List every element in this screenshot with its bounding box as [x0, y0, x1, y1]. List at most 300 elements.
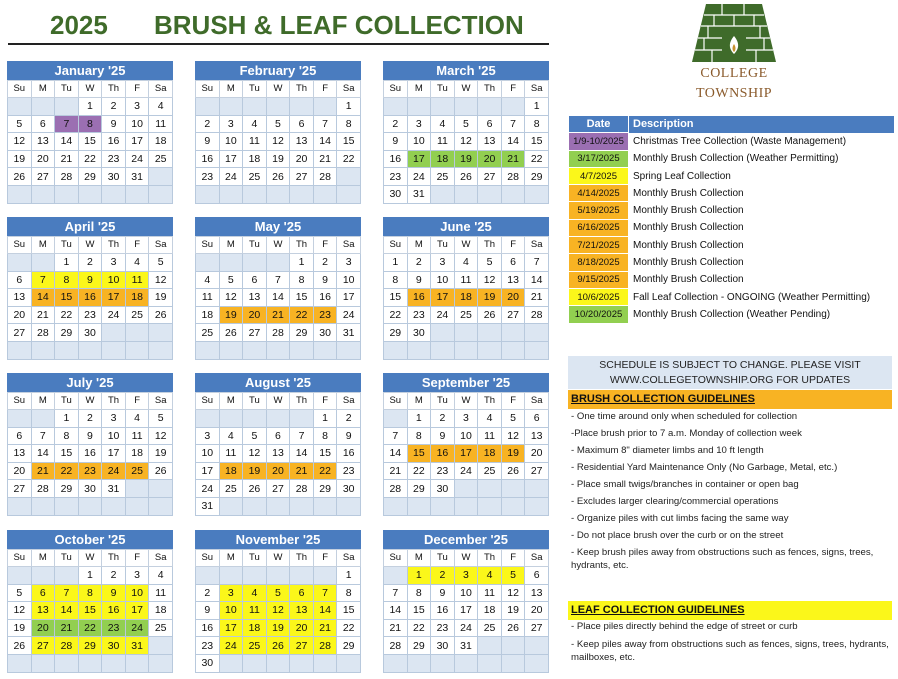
day-cell: 28 [384, 480, 408, 498]
week-row [8, 637, 173, 655]
weekday-label: Th [102, 237, 126, 254]
day-cell: 29 [384, 324, 408, 342]
day-cell: 4 [149, 98, 173, 116]
guideline-item: - Place small twigs/branches in container or open bag [571, 479, 799, 490]
weekday-label: Su [196, 237, 220, 254]
empty-day-cell [8, 98, 32, 116]
legend-description: Monthly Brush Collection [633, 239, 744, 251]
empty-day-cell [384, 98, 408, 116]
empty-day-cell [337, 185, 361, 203]
month-name: August '25 [195, 373, 361, 392]
day-cell: 18 [149, 602, 173, 620]
empty-day-cell [454, 324, 478, 342]
weekday-row [196, 393, 361, 410]
week-row [8, 289, 173, 307]
empty-day-cell [55, 98, 79, 116]
week-row [384, 584, 549, 602]
empty-day-cell [525, 497, 549, 515]
day-cell: 30 [431, 480, 455, 498]
week-row [8, 150, 173, 168]
day-cell: 20 [501, 289, 525, 307]
day-cell: 22 [407, 619, 431, 637]
day-cell: 4 [243, 584, 267, 602]
empty-day-cell [478, 185, 502, 203]
day-cell: 13 [525, 427, 549, 445]
weekday-label: Sa [149, 237, 173, 254]
weekday-label: Su [8, 237, 32, 254]
day-cell: 18 [454, 289, 478, 307]
day-cell: 2 [78, 410, 102, 428]
day-cell: 20 [243, 306, 267, 324]
day-cell: 24 [219, 168, 243, 186]
day-cell: 10 [337, 271, 361, 289]
day-cell: 15 [55, 445, 79, 463]
day-cell: 17 [219, 150, 243, 168]
day-cell: 2 [196, 584, 220, 602]
legend-row [569, 167, 894, 184]
week-row [196, 462, 361, 480]
day-cell: 1 [55, 254, 79, 272]
day-cell: 5 [149, 254, 173, 272]
day-cell: 16 [196, 619, 220, 637]
day-cell: 12 [266, 133, 290, 151]
empty-day-cell [313, 497, 337, 515]
weekday-label: F [313, 237, 337, 254]
day-cell: 20 [525, 602, 549, 620]
empty-day-cell [337, 497, 361, 515]
day-cell: 20 [478, 150, 502, 168]
empty-day-cell [219, 410, 243, 428]
weekday-label: M [31, 550, 55, 567]
day-cell: 19 [501, 602, 525, 620]
day-cell: 26 [243, 480, 267, 498]
empty-day-cell [431, 341, 455, 359]
empty-day-cell [478, 637, 502, 655]
empty-day-cell [78, 341, 102, 359]
weekday-row [196, 81, 361, 98]
weekday-label: W [266, 81, 290, 98]
day-cell: 15 [78, 602, 102, 620]
weekday-label: Tu [431, 550, 455, 567]
week-row [196, 602, 361, 620]
empty-day-cell [8, 185, 32, 203]
day-cell: 30 [196, 654, 220, 672]
day-cell: 9 [431, 584, 455, 602]
day-cell: 18 [125, 289, 149, 307]
day-cell: 27 [31, 637, 55, 655]
week-row [8, 185, 173, 203]
day-cell: 8 [407, 427, 431, 445]
day-cell: 19 [501, 445, 525, 463]
weekday-label: Tu [243, 393, 267, 410]
empty-day-cell [478, 497, 502, 515]
day-cell: 7 [55, 584, 79, 602]
weekday-label: Th [102, 550, 126, 567]
weekday-label: Tu [243, 81, 267, 98]
day-cell: 10 [125, 115, 149, 133]
legend-description: Spring Leaf Collection [633, 170, 731, 182]
empty-day-cell [478, 654, 502, 672]
month-table [383, 236, 549, 360]
month-calendar [195, 530, 361, 673]
day-cell: 17 [407, 150, 431, 168]
month-calendar [7, 530, 173, 673]
day-cell: 26 [454, 168, 478, 186]
notice-line-2: WWW.COLLEGETOWNSHIP.ORG FOR UPDATES [609, 374, 851, 386]
empty-day-cell [266, 185, 290, 203]
day-cell: 24 [102, 306, 126, 324]
day-cell: 16 [407, 289, 431, 307]
day-cell: 6 [478, 115, 502, 133]
day-cell: 6 [266, 427, 290, 445]
empty-day-cell [454, 98, 478, 116]
weekday-label: M [31, 237, 55, 254]
day-cell: 28 [290, 480, 314, 498]
day-cell: 29 [78, 637, 102, 655]
legend-description: Monthly Brush Collection [633, 222, 744, 234]
empty-day-cell [125, 654, 149, 672]
day-cell: 24 [431, 306, 455, 324]
empty-day-cell [313, 98, 337, 116]
day-cell: 2 [431, 410, 455, 428]
month-table [195, 80, 361, 204]
empty-day-cell [384, 341, 408, 359]
day-cell: 2 [102, 98, 126, 116]
day-cell: 27 [266, 480, 290, 498]
weekday-label: M [31, 81, 55, 98]
day-cell: 24 [337, 306, 361, 324]
week-row [384, 306, 549, 324]
weekday-row [384, 237, 549, 254]
guideline-item: - Organize piles with cut limbs facing the same way [571, 513, 789, 524]
empty-day-cell [196, 567, 220, 585]
empty-day-cell [196, 254, 220, 272]
guideline-item: - Keep piles away from obstructions such as fences, signs, trees, hydrants, mailboxes, etc. [571, 639, 889, 663]
empty-day-cell [501, 637, 525, 655]
weekday-label: W [78, 81, 102, 98]
weekday-label: F [313, 393, 337, 410]
empty-day-cell [478, 98, 502, 116]
weekday-label: Tu [55, 393, 79, 410]
month-name: September '25 [383, 373, 549, 392]
day-cell: 30 [431, 637, 455, 655]
empty-day-cell [266, 341, 290, 359]
empty-day-cell [31, 185, 55, 203]
day-cell: 2 [313, 254, 337, 272]
month-name: November '25 [195, 530, 361, 549]
day-cell: 11 [196, 289, 220, 307]
week-row [8, 133, 173, 151]
weekday-label: Th [290, 393, 314, 410]
week-row [8, 462, 173, 480]
month-name: June '25 [383, 217, 549, 236]
day-cell: 3 [196, 427, 220, 445]
day-cell: 28 [31, 324, 55, 342]
empty-day-cell [8, 410, 32, 428]
empty-day-cell [196, 410, 220, 428]
day-cell: 22 [525, 150, 549, 168]
day-cell: 4 [243, 115, 267, 133]
weekday-label: M [219, 550, 243, 567]
day-cell: 28 [266, 324, 290, 342]
day-cell: 19 [266, 619, 290, 637]
empty-day-cell [525, 341, 549, 359]
day-cell: 10 [102, 427, 126, 445]
day-cell: 8 [55, 427, 79, 445]
legend-description: Christmas Tree Collection (Waste Management) [633, 135, 847, 147]
day-cell: 12 [149, 271, 173, 289]
brush-guidelines-list [571, 410, 893, 576]
legend-row [569, 237, 894, 254]
month-calendar [7, 217, 173, 360]
day-cell: 26 [478, 306, 502, 324]
day-cell: 12 [266, 602, 290, 620]
weekday-label: Sa [149, 393, 173, 410]
day-cell: 27 [525, 619, 549, 637]
month-table [7, 80, 173, 204]
day-cell: 26 [501, 462, 525, 480]
weekday-label: F [313, 550, 337, 567]
month-name: October '25 [7, 530, 173, 549]
month-calendar [7, 373, 173, 516]
day-cell: 13 [243, 289, 267, 307]
college-township-logo [692, 4, 776, 104]
week-row [8, 98, 173, 116]
day-cell: 10 [219, 133, 243, 151]
week-row [196, 254, 361, 272]
legend-row [569, 150, 894, 167]
day-cell: 27 [290, 637, 314, 655]
weekday-label: W [454, 237, 478, 254]
day-cell: 9 [102, 115, 126, 133]
day-cell: 21 [55, 150, 79, 168]
day-cell: 15 [337, 133, 361, 151]
day-cell: 31 [196, 497, 220, 515]
empty-day-cell [525, 185, 549, 203]
day-cell: 3 [219, 115, 243, 133]
day-cell: 22 [55, 306, 79, 324]
day-cell: 10 [125, 584, 149, 602]
legend-date-header: Date [569, 116, 629, 133]
legend-row [569, 306, 894, 323]
day-cell: 8 [313, 427, 337, 445]
day-cell: 26 [501, 619, 525, 637]
week-row [8, 306, 173, 324]
day-cell: 13 [31, 133, 55, 151]
day-cell: 20 [525, 445, 549, 463]
day-cell: 21 [313, 619, 337, 637]
empty-day-cell [454, 480, 478, 498]
day-cell: 24 [102, 462, 126, 480]
day-cell: 19 [266, 150, 290, 168]
day-cell: 14 [55, 133, 79, 151]
day-cell: 16 [78, 289, 102, 307]
weekday-label: F [501, 81, 525, 98]
day-cell: 1 [78, 567, 102, 585]
weekday-label: Su [196, 550, 220, 567]
weekday-label: F [125, 393, 149, 410]
day-cell: 1 [384, 254, 408, 272]
day-cell: 24 [219, 637, 243, 655]
day-cell: 1 [337, 567, 361, 585]
day-cell: 17 [431, 289, 455, 307]
empty-day-cell [243, 567, 267, 585]
day-cell: 27 [501, 306, 525, 324]
day-cell: 28 [31, 480, 55, 498]
empty-day-cell [219, 497, 243, 515]
guideline-item: - Maximum 8" diameter limbs and 10 ft length [571, 445, 764, 456]
day-cell: 14 [501, 133, 525, 151]
day-cell: 25 [243, 637, 267, 655]
day-cell: 6 [8, 271, 32, 289]
day-cell: 27 [31, 168, 55, 186]
week-row [196, 271, 361, 289]
week-row [384, 445, 549, 463]
empty-day-cell [55, 654, 79, 672]
empty-day-cell [266, 410, 290, 428]
weekday-label: F [501, 237, 525, 254]
empty-day-cell [8, 341, 32, 359]
day-cell: 18 [243, 150, 267, 168]
week-row [384, 427, 549, 445]
weekday-label: Su [8, 81, 32, 98]
day-cell: 25 [431, 168, 455, 186]
day-cell: 4 [431, 115, 455, 133]
empty-day-cell [454, 654, 478, 672]
day-cell: 2 [431, 567, 455, 585]
legend-date: 4/14/2025 [569, 185, 629, 202]
day-cell: 21 [501, 150, 525, 168]
legend-date: 6/16/2025 [569, 219, 629, 236]
day-cell: 2 [102, 567, 126, 585]
empty-day-cell [125, 497, 149, 515]
week-row [8, 254, 173, 272]
day-cell: 7 [31, 427, 55, 445]
day-cell: 23 [313, 306, 337, 324]
day-cell: 9 [102, 584, 126, 602]
brush-guidelines-title: BRUSH COLLECTION GUIDELINES [568, 390, 892, 409]
legend-row [569, 133, 894, 150]
empty-day-cell [149, 480, 173, 498]
empty-day-cell [55, 567, 79, 585]
legend-date: 3/17/2025 [569, 150, 629, 167]
week-row [384, 462, 549, 480]
week-row [8, 271, 173, 289]
month-calendar [195, 217, 361, 360]
weekday-label: Th [290, 81, 314, 98]
day-cell: 31 [407, 185, 431, 203]
day-cell: 11 [454, 271, 478, 289]
week-row [196, 306, 361, 324]
legend-date: 10/6/2025 [569, 288, 629, 305]
day-cell: 13 [290, 602, 314, 620]
day-cell: 5 [8, 584, 32, 602]
legend-header-row [569, 116, 894, 133]
week-row [196, 289, 361, 307]
week-row [384, 637, 549, 655]
empty-day-cell [149, 654, 173, 672]
day-cell: 6 [290, 115, 314, 133]
empty-day-cell [266, 567, 290, 585]
day-cell: 8 [78, 115, 102, 133]
weekday-label: Sa [337, 81, 361, 98]
empty-day-cell [243, 341, 267, 359]
day-cell: 3 [125, 98, 149, 116]
empty-day-cell [478, 341, 502, 359]
month-table [195, 549, 361, 673]
page-title [8, 7, 549, 45]
day-cell: 10 [196, 445, 220, 463]
week-row [8, 115, 173, 133]
day-cell: 15 [384, 289, 408, 307]
month-calendar [195, 373, 361, 516]
day-cell: 3 [102, 254, 126, 272]
day-cell: 14 [525, 271, 549, 289]
day-cell: 10 [454, 584, 478, 602]
day-cell: 5 [266, 584, 290, 602]
empty-day-cell [219, 341, 243, 359]
day-cell: 9 [313, 271, 337, 289]
month-table [195, 236, 361, 360]
day-cell: 29 [337, 637, 361, 655]
empty-day-cell [243, 497, 267, 515]
legend-date: 8/18/2025 [569, 254, 629, 271]
day-cell: 13 [31, 602, 55, 620]
week-row [196, 619, 361, 637]
empty-day-cell [290, 185, 314, 203]
empty-day-cell [266, 654, 290, 672]
day-cell: 13 [478, 133, 502, 151]
empty-day-cell [102, 654, 126, 672]
week-row [196, 480, 361, 498]
day-cell: 5 [501, 567, 525, 585]
day-cell: 22 [78, 150, 102, 168]
month-calendar [383, 530, 549, 673]
week-row [196, 324, 361, 342]
empty-day-cell [525, 324, 549, 342]
day-cell: 3 [337, 254, 361, 272]
week-row [384, 497, 549, 515]
day-cell: 2 [407, 254, 431, 272]
day-cell: 5 [243, 427, 267, 445]
day-cell: 26 [8, 637, 32, 655]
empty-day-cell [219, 98, 243, 116]
month-table [383, 80, 549, 204]
legend-description: Monthly Brush Collection [633, 274, 744, 286]
day-cell: 11 [149, 584, 173, 602]
empty-day-cell [454, 497, 478, 515]
day-cell: 14 [313, 133, 337, 151]
day-cell: 4 [196, 271, 220, 289]
brick-building-icon [692, 4, 776, 66]
weekday-label: M [219, 393, 243, 410]
day-cell: 27 [478, 168, 502, 186]
day-cell: 4 [149, 567, 173, 585]
day-cell: 5 [266, 115, 290, 133]
day-cell: 22 [78, 619, 102, 637]
month-calendar [383, 217, 549, 360]
day-cell: 8 [290, 271, 314, 289]
weekday-label: Th [478, 237, 502, 254]
weekday-label: Th [290, 550, 314, 567]
day-cell: 25 [478, 462, 502, 480]
day-cell: 7 [501, 115, 525, 133]
day-cell: 29 [78, 168, 102, 186]
empty-day-cell [407, 654, 431, 672]
week-row [196, 497, 361, 515]
day-cell: 13 [8, 289, 32, 307]
week-row [8, 480, 173, 498]
